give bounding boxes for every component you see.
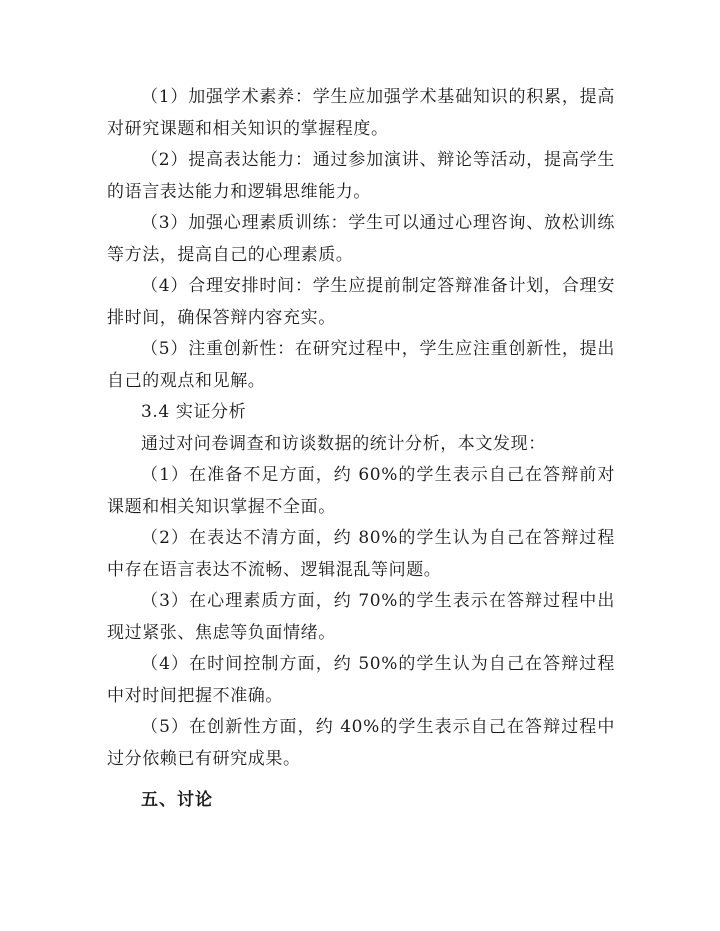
finding-paragraph-4: （4）在时间控制方面，约 50%的学生认为自己在答辩过程中对时间把握不准确。	[107, 654, 615, 706]
suggestion-paragraph-3: （3）加强心理素质训练：学生可以通过心理咨询、放松训练等方法，提高自己的心理素质。	[107, 213, 615, 265]
finding-paragraph-2: （2）在表达不清方面，约 80%的学生认为自己在答辩过程中存在语言表达不流畅、逻辑混乱等问题。	[107, 528, 615, 580]
finding-paragraph-3: （3）在心理素质方面，约 70%的学生表示在答辩过程中出现过紧张、焦虑等负面情绪。	[107, 591, 615, 643]
finding-paragraph-5: （5）在创新性方面，约 40%的学生表示自己在答辩过程中过分依赖已有研究成果。	[107, 717, 615, 769]
suggestion-paragraph-4: （4）合理安排时间：学生应提前制定答辩准备计划，合理安排时间，确保答辩内容充实。	[107, 276, 615, 328]
suggestion-paragraph-5: （5）注重创新性：在研究过程中，学生应注重创新性，提出自己的观点和见解。	[107, 339, 615, 391]
intro-paragraph: 通过对问卷调查和访谈数据的统计分析，本文发现：	[141, 433, 546, 454]
section-heading: 五、讨论	[141, 790, 213, 810]
suggestion-paragraph-2: （2）提高表达能力：通过参加演讲、辩论等活动，提高学生的语言表达能力和逻辑思维能力。	[107, 150, 615, 202]
document-body	[107, 82, 615, 817]
subsection-heading: 3.4 实证分析	[141, 402, 247, 422]
finding-paragraph-1: （1）在准备不足方面，约 60%的学生表示自己在答辩前对课题和相关知识掌握不全面。	[107, 465, 615, 517]
suggestion-paragraph-1: （1）加强学术素养：学生应加强学术基础知识的积累，提高对研究课题和相关知识的掌握程度。	[107, 87, 615, 139]
